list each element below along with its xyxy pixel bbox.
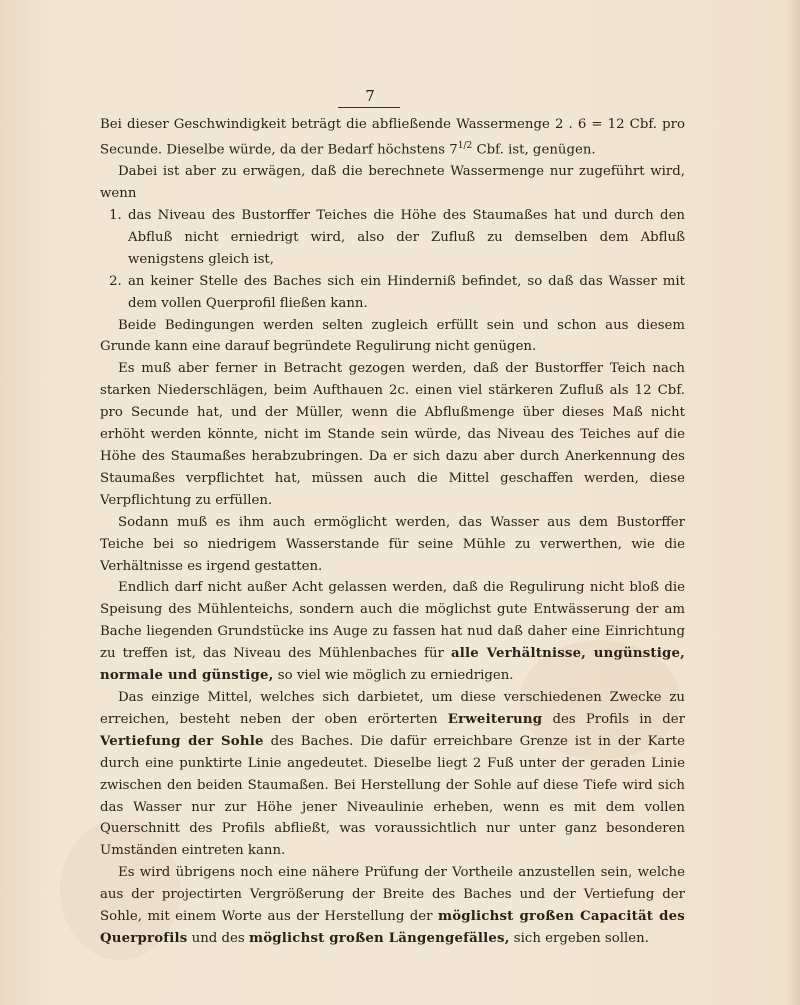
text-span: sich ergeben sollen. (509, 930, 649, 946)
text-span: und des (187, 930, 249, 946)
page-number-rule (338, 107, 400, 108)
text-span: so viel wie möglich zu erniedrigen. (273, 668, 514, 684)
text-span: Es wird übrigens noch eine nähere Prüfung der Vortheile anzustellen sein, welche aus der projectirten Vergrößerung der Breite des Baches und der Vertiefung der Sohle, mit einem Worte aus der Herstellung der (100, 865, 685, 925)
paragraph-1 (100, 114, 685, 161)
paragraph-6 (100, 577, 685, 687)
paragraph-4: Es muß aber ferner in Betracht gezogen werden, daß der Bustorffer Teich nach starken Niederschlägen, beim Aufthauen 2c. einen viel stärkeren Zufluß als 12 Cbf. pro Secunde hat, und der Müller, wenn die Abflußmenge über dieses Maß nicht erhöht werden könnte, nicht im Stande sein würde, das Niveau des Teiches auf die Höhe des Staumaßes herabzubringen. Da er sich dazu aber durch Anerkennung des Staumaßes verpflichtet hat, müssen auch die Mittel geschaffen werden, diese Verpflichtung zu erfüllen. (100, 361, 685, 508)
text-span: Endlich darf nicht außer Acht gelassen werden, daß die Regulirung nicht bloß die Speisung des Mühlenteichs, sondern auch die möglichst gute Entwässerung der am Bache liegenden Grundstücke ins Auge zu fassen hat nud daß daher eine Einrichtung zu treffen ist, das Niveau des Mühlenbaches für (100, 580, 685, 662)
text-span: des Baches. Die dafür erreichbare Grenze ist in der Karte durch eine punktirte Linie angedeutet. Dieselbe liegt 2 Fuß unter der geraden Linie zwischen den beiden Staumaßen. Bei Herstellung der Sohle auf diese Tiefe wird sich das Wasser nur zur Höhe jener Niveaulinie erheben, wenn es mit dem vollen Querschnitt des Profils abfließt, was voraussichtlich nur unter ganz besonderen Umständen eintreten kann. (100, 733, 686, 859)
condition-list (100, 205, 685, 315)
fraction: 1/2 (457, 140, 473, 151)
page-number: 7 (365, 87, 375, 105)
text-span: Bei dieser Geschwindigkeit beträgt die abfließende Wassermenge 2 . 6 = 12 Cbf. pro Secunde. Dieselbe würde, da der Bedarf höchstens 7 (100, 117, 685, 158)
paragraph-7 (100, 687, 685, 862)
paragraph-8 (100, 862, 685, 950)
document-body (100, 114, 685, 950)
emphasis: Vertiefung der Sohle (100, 733, 264, 749)
paragraph-5: Sodann muß es ihm auch ermöglicht werden, das Wasser aus dem Bustorffer Teiche bei so niedrigem Wasserstande für seine Mühle zu verwerthen, wie die Verhältnisse es irgend gestatten. (100, 514, 685, 574)
text-span: Das einzige Mittel, welches sich darbietet, um diese verschiedenen Zwecke zu erreichen, besteht neben der oben erörterten (100, 689, 685, 727)
text-span: Cbf. ist, genügen. (472, 142, 596, 158)
list-item: 1. das Niveau des Bustorffer Teiches die Höhe des Staumaßes hat und durch den Abfluß nicht erniedrigt wird, also der Zufluß zu demselben dem Abfluß wenigstens gleich ist, (126, 205, 685, 271)
paragraph-2: Dabei ist aber zu erwägen, daß die berechnete Wassermenge nur zugeführt wird, wenn (100, 164, 685, 202)
emphasis: möglichst großen Capacität des Querprofils (100, 909, 685, 946)
emphasis: möglichst großen Längengefälles, (248, 930, 510, 946)
emphasis: Erweiterung (447, 711, 543, 727)
text-span: des Profils in der (542, 711, 686, 727)
list-item: 2. an keiner Stelle des Baches sich ein Hinderniß befindet, so daß das Wasser mit dem vollen Querprofil fließen kann. (126, 271, 685, 315)
emphasis: alle Verhältnisse, ungünstige, normale und günstige, (100, 646, 685, 684)
paragraph-3: Beide Bedingungen werden selten zugleich erfüllt sein und schon aus diesem Grunde kann eine darauf begründete Regulirung nicht genügen. (100, 317, 685, 355)
